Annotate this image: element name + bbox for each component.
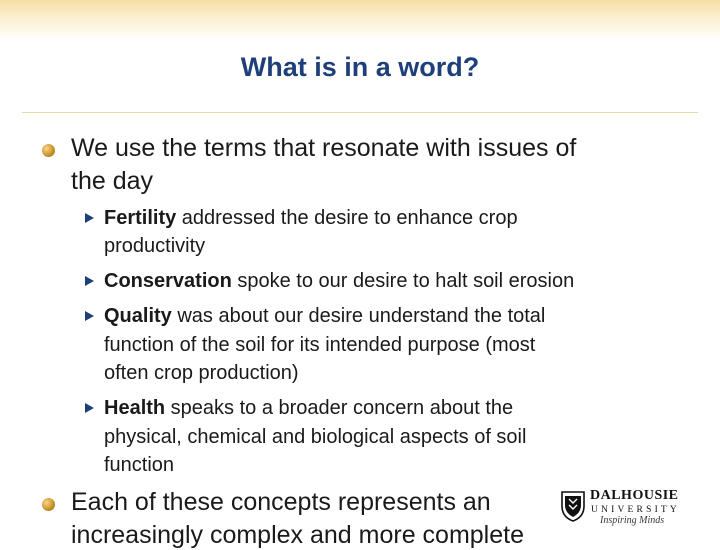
- bullet-dot-icon: [42, 144, 55, 157]
- sub-bullet-text: addressed the desire to enhance crop: [176, 207, 518, 229]
- sub-bullet-arrow-icon: [85, 403, 94, 413]
- term-quality: Quality: [104, 305, 172, 327]
- sub-bullet-fertility-line-2: productivity: [104, 235, 206, 257]
- sub-bullet-quality-line-3: often crop production): [104, 362, 299, 384]
- logo-name: DALHOUSIE: [590, 488, 679, 503]
- sub-bullet-arrow-icon: [85, 276, 94, 286]
- sub-bullet-arrow-icon: [85, 213, 94, 223]
- crest-icon: [560, 490, 586, 522]
- term-health: Health: [104, 397, 166, 419]
- sub-bullet-quality-line-2: function of the soil for its intended purpose (most: [104, 334, 536, 356]
- sub-bullet-text: speaks to a broader concern about the: [165, 397, 514, 419]
- bullet-2-line-2: increasingly complex and more complete: [71, 521, 524, 549]
- slide-title: What is in a word?: [240, 52, 480, 82]
- sub-bullet-conservation-line-1: [104, 267, 574, 296]
- logo-tagline: Inspiring Minds: [600, 515, 665, 526]
- sub-bullet-text: was about our desire understand the total: [171, 305, 546, 327]
- dalhousie-logo: [560, 486, 685, 528]
- term-fertility: Fertility: [104, 207, 177, 229]
- sub-bullet-health-line-2: physical, chemical and biological aspects of soil: [104, 426, 527, 448]
- header-gradient-band: [0, 0, 720, 40]
- sub-bullet-health-line-3: function: [104, 454, 175, 476]
- sub-bullet-health-line-1: [104, 394, 513, 423]
- bullet-2-line-1: Each of these concepts represents an: [71, 488, 491, 516]
- title-divider: [22, 112, 698, 113]
- logo-university: UNIVERSITY: [591, 505, 680, 515]
- bullet-1-line-2: the day: [71, 167, 154, 195]
- sub-bullet-text: spoke to our desire to halt soil erosion: [231, 270, 575, 292]
- sub-bullet-arrow-icon: [85, 311, 94, 321]
- sub-bullet-fertility-line-1: [104, 204, 518, 233]
- term-conservation: Conservation: [104, 270, 232, 292]
- bullet-dot-icon: [42, 498, 55, 511]
- bullet-1-line-1: We use the terms that resonate with issues of: [71, 134, 577, 162]
- sub-bullet-quality-line-1: [104, 302, 545, 331]
